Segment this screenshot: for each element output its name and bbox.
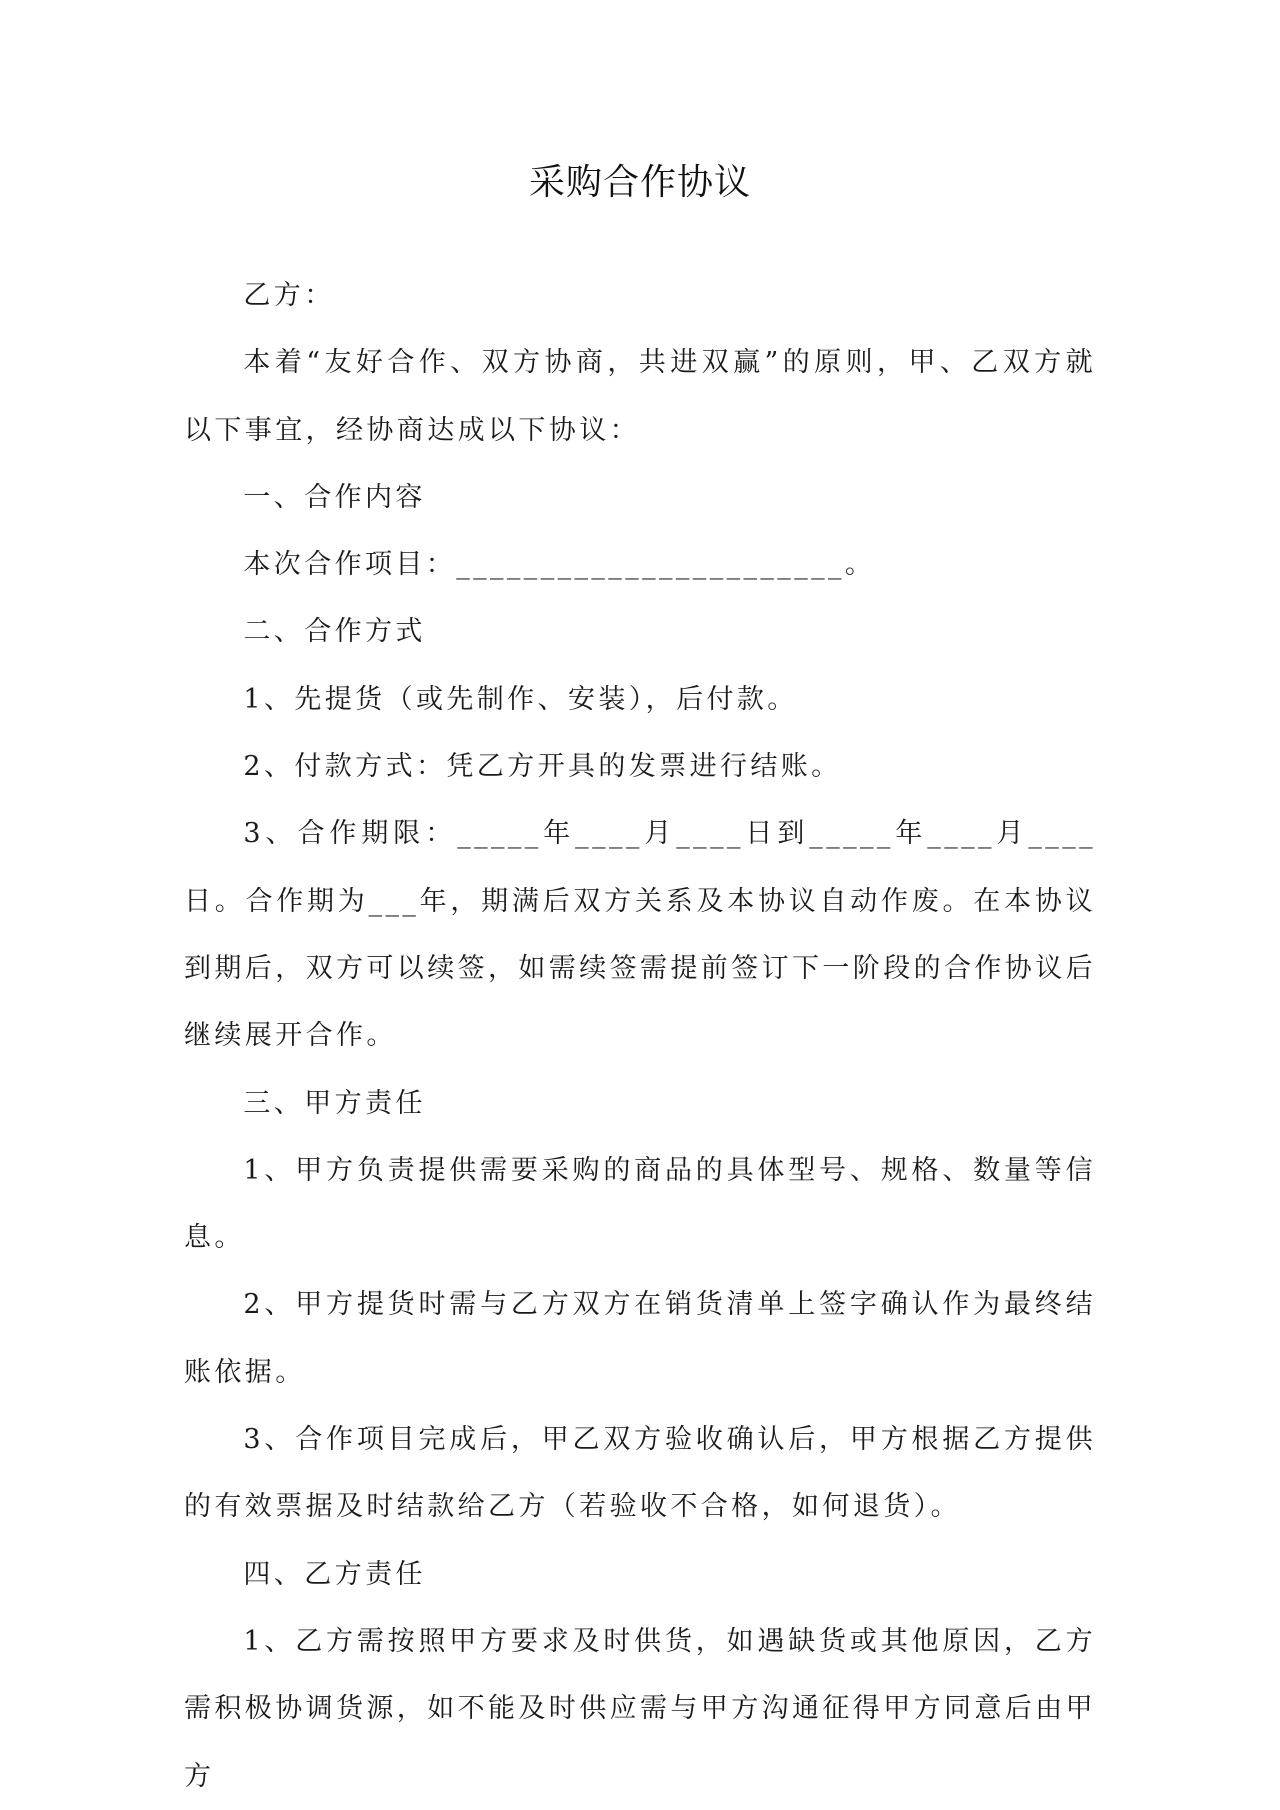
document-title: 采购合作协议 — [528, 162, 751, 203]
method-item-1: 1、先提货（或先制作、安装），后付款。 — [243, 683, 798, 715]
method-item-3: 3、合作期限：_____年____月____日到_____年____月____日。合作期为___年，期满后双方关系及本协议自动作废。在本协议到期后，双方可以续签，如需续签需提前签订下一阶段的合作协议后继续展开合作。 — [184, 818, 1096, 1052]
section-heading-cooperation-method: 二、合作方式 — [243, 616, 426, 648]
section-heading-party-b-duties: 四、乙方责任 — [243, 1558, 426, 1590]
party-b-duty-1: 1、乙方需按照甲方要求及时供货，如遇缺货或其他原因，乙方需积极协调货源，如不能及时供应需与甲方沟通征得甲方同意后由甲方 — [184, 1625, 1096, 1792]
party-b-label: 乙方： — [243, 280, 335, 311]
party-a-duty-2: 2、甲方提货时需与乙方双方在销货清单上签字确认作为最终结账依据。 — [184, 1289, 1096, 1388]
preamble-paragraph: 本着“友好合作、双方协商，共进双赢”的原则，甲、乙双方就以下事宜，经协商达成以下协议： — [184, 347, 1096, 446]
section-heading-party-a-duties: 三、甲方责任 — [243, 1087, 426, 1119]
party-a-duty-3: 3、合作项目完成后，甲乙双方验收确认后，甲方根据乙方提供的有效票据及时结款给乙方（若验收不合格，如何退货）。 — [184, 1424, 1096, 1523]
cooperation-project-line: 本次合作项目：_______________________。 — [243, 549, 876, 581]
document-body — [184, 262, 1096, 1810]
section-heading-cooperation-content: 一、合作内容 — [243, 481, 426, 513]
party-a-duty-1: 1、甲方负责提供需要采购的商品的具体型号、规格、数量等信息。 — [184, 1154, 1096, 1254]
method-item-2: 2、付款方式：凭乙方开具的发票进行结账。 — [243, 751, 842, 783]
